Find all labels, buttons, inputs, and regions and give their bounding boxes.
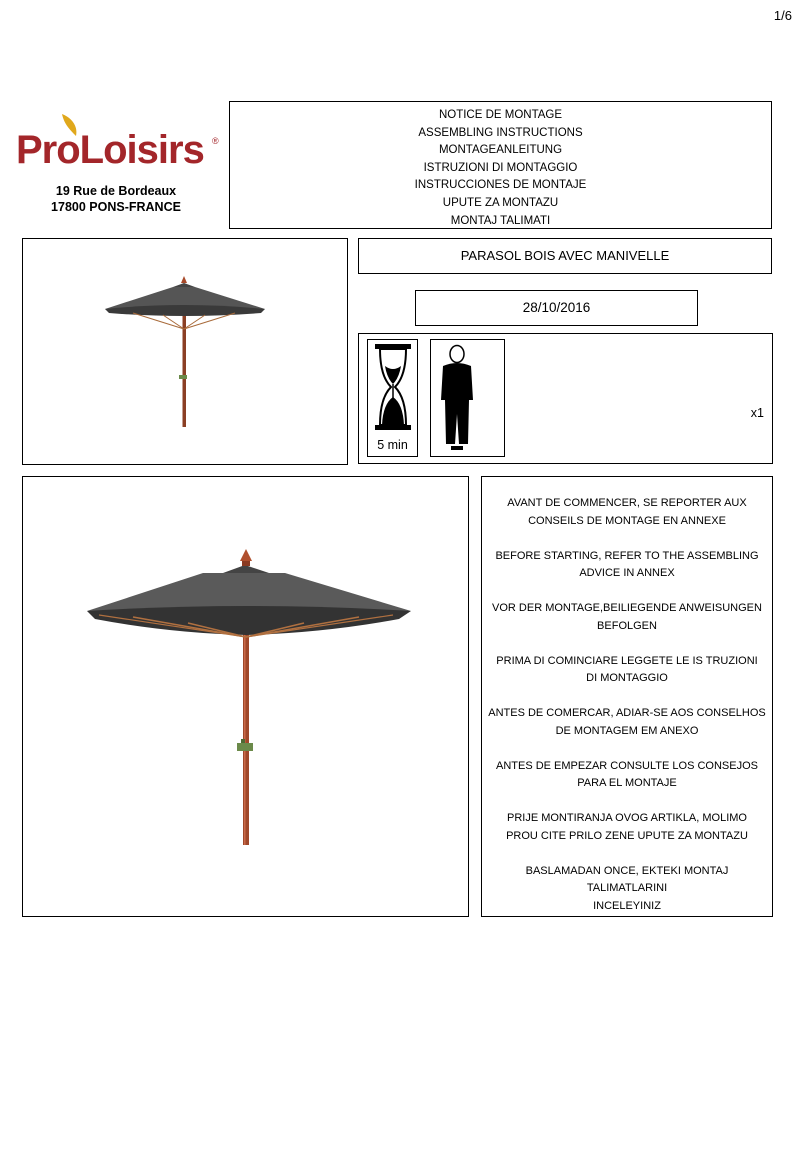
page-number: 1/6 [773, 8, 792, 23]
address-line-2: 17800 PONS-FRANCE [51, 200, 181, 214]
assembly-info [358, 333, 773, 464]
title-line: INSTRUCCIONES DE MONTAJE [414, 179, 587, 192]
document-date: 28/10/2016 [415, 290, 698, 326]
advice-hr: PRIJE MONTIRANJA OVOG ARTIKLA, MOLIMO PROU CITE PRILO ZENE UPUTE ZA MONTAZU [506, 812, 748, 842]
advice-tr: BASLAMADAN ONCE, EKTEKI MONTAJ TALIMATLARINI INCELEYINIZ [525, 864, 729, 912]
advice-pt: ANTES DE COMERCAR, ADIAR-SE AOS CONSELHOS DE MONTAGEM EM ANEXO [488, 707, 766, 737]
advice-it: PRIMA DI COMINCIARE LEGGETE LE IS TRUZIONI DI MONTAGGIO [496, 654, 758, 684]
registered-mark: ® [212, 136, 219, 146]
title-line: MONTAJ TALIMATI [450, 214, 551, 227]
person-icon [435, 344, 479, 452]
hourglass-icon [369, 342, 417, 432]
persons-required [430, 339, 505, 457]
product-name: PARASOL BOIS AVEC MANIVELLE [358, 238, 772, 274]
advice-fr: AVANT DE COMMENCER, SE REPORTER AUX CONSEILS DE MONTAGE EN ANNEXE [507, 497, 747, 527]
brand-wordmark: ProLoisirs [16, 128, 204, 172]
advice-en: BEFORE STARTING, REFER TO THE ASSEMBLING ADVICE IN ANNEX [495, 549, 759, 579]
umbrella-illustration-large [23, 477, 467, 915]
title-line: ISTRUZIONI DI MONTAGGIO [423, 161, 578, 174]
title-line: UPUTE ZA MONTAZU [442, 196, 559, 209]
address-line-1: 19 Rue de Bordeaux [55, 184, 177, 198]
product-image-large [22, 476, 469, 917]
title-line: NOTICE DE MONTAGE [438, 109, 563, 121]
brand-logo [16, 112, 226, 176]
umbrella-illustration [23, 239, 346, 463]
title-line: MONTAGEANLEITUNG [438, 144, 563, 157]
instruction-titles [229, 101, 772, 229]
product-image-small [22, 238, 348, 465]
time-label: 5 min [377, 438, 408, 452]
assembly-time [367, 339, 418, 457]
assembly-advice [481, 476, 773, 917]
advice-es: ANTES DE EMPEZAR CONSULTE LOS CONSEJOS PARA EL MONTAJE [495, 759, 758, 789]
advice-de: VOR DER MONTAGE,BEILIEGENDE ANWEISUNGEN BEFOLGEN [492, 602, 762, 632]
person-count: x1 [750, 406, 764, 420]
title-line: ASSEMBLING INSTRUCTIONS [418, 126, 583, 139]
